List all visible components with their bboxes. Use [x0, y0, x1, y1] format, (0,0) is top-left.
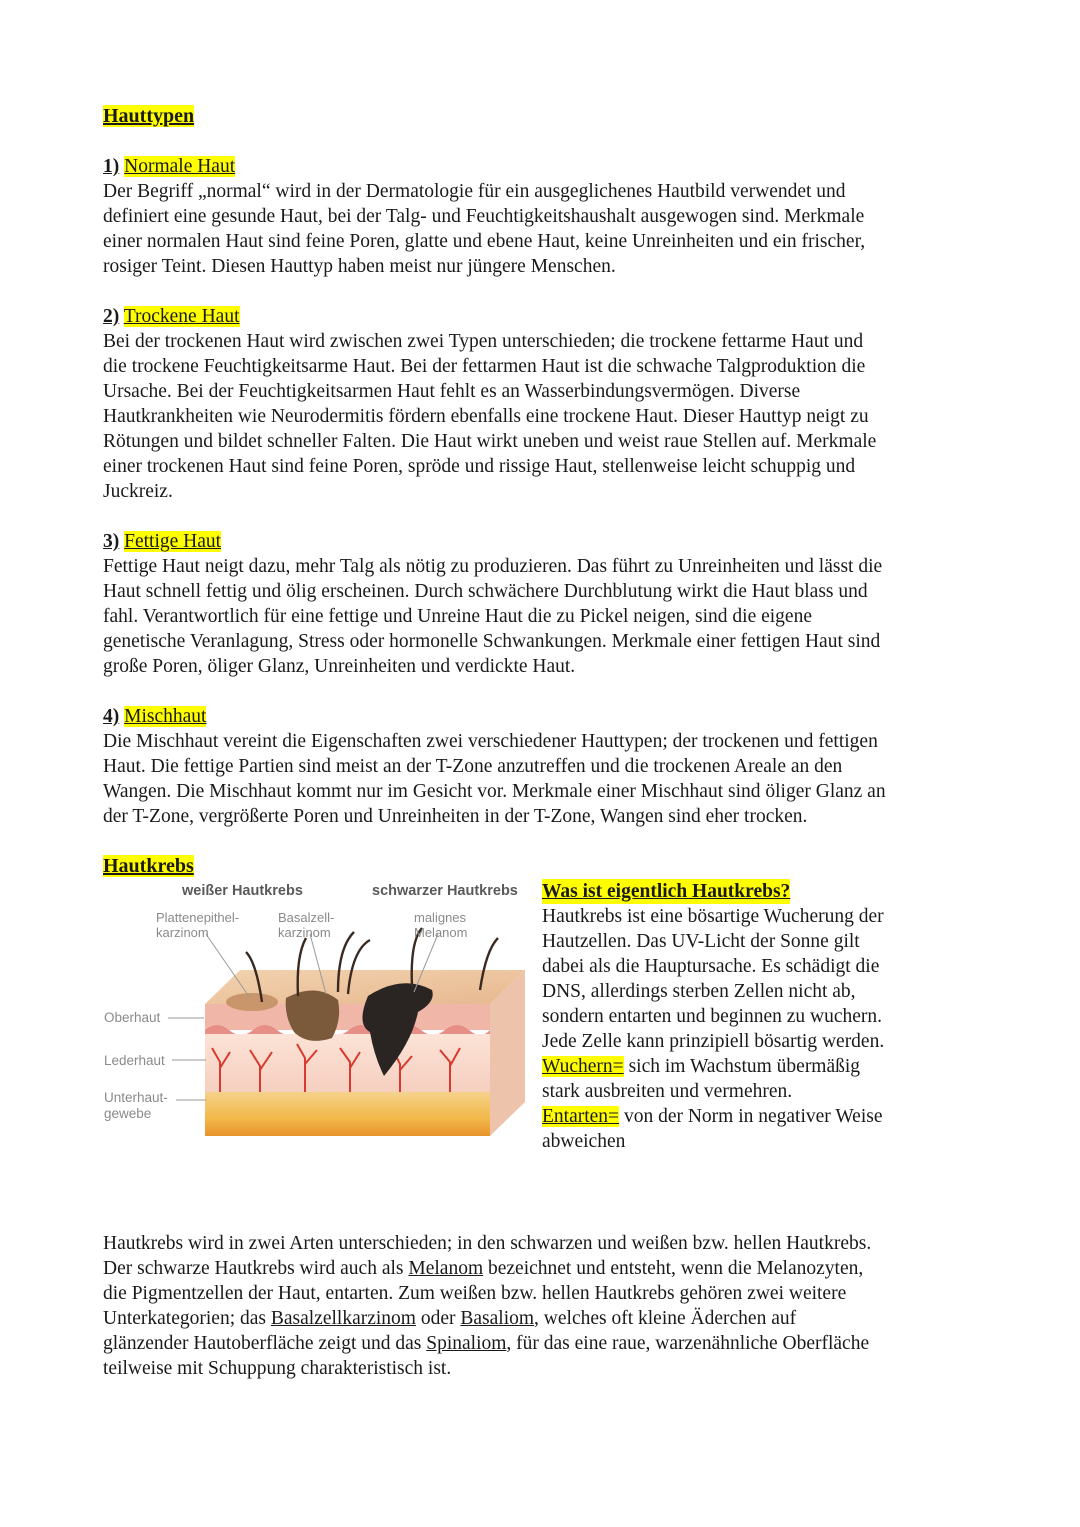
- paragraph-line: Hautzellen. Das UV-Licht der Sonne gilt: [542, 931, 860, 952]
- melanom-label: malignes Melanom: [414, 910, 468, 940]
- section-fettige-haut: [103, 529, 983, 679]
- subcutis-layer: [205, 1092, 490, 1136]
- oberhaut-label: Oberhaut: [104, 1010, 161, 1025]
- dermis-layer: [205, 1034, 490, 1092]
- definition-entarten: Entarten= von der Norm in negativer Weise: [542, 1106, 883, 1127]
- page-title: Hauttypen: [103, 105, 195, 127]
- section-normale-haut: [103, 154, 983, 279]
- paragraph-line: Jede Zelle kann prinzipiell bösartig werden.: [542, 1031, 885, 1052]
- paragraph-line: dabei als die Hauptursache. Es schädigt die: [542, 956, 880, 977]
- schwarzer-hautkrebs-label: schwarzer Hautkrebs: [372, 883, 518, 899]
- term-basaliom: Basaliom: [460, 1308, 535, 1329]
- paragraph-line: Rötungen und bildet schneller Falten. Die Haut wirkt uneben und weist raue Stellen auf. Merkmale: [103, 431, 877, 452]
- section-heading: 4) Mischhaut: [103, 706, 207, 727]
- hautkrebs-title: Hautkrebs: [103, 855, 194, 877]
- paragraph-line: Haut schnell fettig und ölig erscheinen. Durch schwächere Durchblutung wirkt die Haut blass und: [103, 581, 868, 602]
- paragraph-line: Bei der trockenen Haut wird zwischen zwei Typen unterschieden; die trockene fettarme Haut und: [103, 331, 864, 352]
- unterhaut-label: Unterhaut- gewebe: [104, 1090, 168, 1121]
- paragraph-line: definiert eine gesunde Haut, bei der Talg- und Feuchtigkeitshaushalt ausgewogen sind. Merkmale: [103, 206, 865, 227]
- paragraph-line: die trockene Feuchtigkeitsarme Haut. Bei der fettarmen Haut ist die schwache Talgproduktion die: [103, 356, 866, 377]
- paragraph-line: Der schwarze Hautkrebs wird auch als Melanom bezeichnet und entsteht, wenn die Melanozyten,: [103, 1258, 864, 1279]
- sidebox-heading: Was ist eigentlich Hautkrebs?: [542, 881, 791, 902]
- basalzell-label: Basalzell- karzinom: [278, 910, 335, 940]
- paragraph-line: stark ausbreiten und vermehren.: [542, 1081, 793, 1102]
- paragraph-line: Juckreiz.: [103, 481, 173, 502]
- hautkrebs-definition: [542, 879, 962, 1154]
- paragraph-line: Wangen. Die Mischhaut kommt nur im Gesicht vor. Merkmale einer Mischhaut sind öliger Glanz an: [103, 781, 886, 802]
- paragraph-line: Der Begriff „normal“ wird in der Dermatologie für ein ausgeglichenes Hautbild verwendet und: [103, 181, 846, 202]
- paragraph-line: Hautkrankheiten wie Neurodermitis fördern ebenfalls eine trockene Haut. Dieser Hauttyp neigt zu: [103, 406, 869, 427]
- paragraph-line: sondern entarten und beginnen zu wuchern.: [542, 1006, 883, 1027]
- paragraph-line: Fettige Haut neigt dazu, mehr Talg als nötig zu produzieren. Das führt zu Unreinheiten und lässt die: [103, 556, 883, 577]
- section-heading: 2) Trockene Haut: [103, 306, 240, 327]
- section-trockene-haut: [103, 304, 983, 504]
- definition-wuchern: Wuchern= sich im Wachstum übermäßig: [542, 1056, 861, 1077]
- paragraph-line: glänzender Hautoberfläche zeigt und das Spinaliom, für das eine raue, warzenähnliche Oberfläche: [103, 1333, 870, 1354]
- term-melanom: Melanom: [408, 1258, 484, 1279]
- basalzell-lesion: [286, 990, 339, 1040]
- paragraph-line: Haut. Die fettige Partien sind meist an der T-Zone anzutreffen und die trockenen Areale an den: [103, 756, 843, 777]
- paragraph-line: der T-Zone, vergrößerte Poren und Unreinheiten in der T-Zone, Wangen sind eher trocken.: [103, 806, 808, 827]
- term-basalzellkarzinom: Basalzellkarzinom: [270, 1308, 416, 1329]
- paragraph-line: die Pigmentzellen der Haut, entarten. Zum weißen bzw. hellen Hautkrebs gehören zwei weitere: [103, 1283, 847, 1304]
- paragraph-line: DNS, allerdings sterben Zellen nicht ab,: [542, 981, 856, 1002]
- paragraph-line: Hautkrebs ist eine bösartige Wucherung der: [542, 906, 884, 927]
- plattenepithel-lesion: [226, 993, 278, 1011]
- skin-cancer-diagram: [100, 878, 540, 1140]
- paragraph-line: einer normalen Haut sind feine Poren, glatte und ebene Haut, keine Unreinheiten und ein frischer,: [103, 231, 866, 252]
- paragraph-line: Unterkategorien; das Basalzellkarzinom oder Basaliom, welches oft kleine Äderchen auf: [103, 1308, 797, 1329]
- paragraph-line: Ursache. Bei der Feuchtigkeitsarmen Haut fehlt es an Wasserbindungsvermögen. Diverse: [103, 381, 801, 402]
- paragraph-line: Hautkrebs wird in zwei Arten unterschieden; in den schwarzen und weißen bzw. hellen Hautkrebs.: [103, 1233, 872, 1254]
- plattenepithel-label: Plattenepithel- karzinom: [156, 910, 240, 940]
- hautkrebs-arten-paragraph: [103, 1231, 983, 1381]
- paragraph-line: abweichen: [542, 1131, 626, 1152]
- paragraph-line: genetische Veranlagung, Stress oder hormonelle Schwankungen. Merkmale einer fettigen Haut sind: [103, 631, 881, 652]
- section-heading: 3) Fettige Haut: [103, 531, 222, 552]
- lederhaut-label: Lederhaut: [104, 1053, 165, 1068]
- section-heading: 1) Normale Haut: [103, 156, 236, 177]
- paragraph-line: fahl. Verantwortlich für eine fettige und Unreine Haut die zu Pickel neigen, sind die eigene: [103, 606, 812, 627]
- paragraph-line: Die Mischhaut vereint die Eigenschaften zwei verschiedener Hauttypen; der trockenen und fettigen: [103, 731, 878, 752]
- paragraph-line: große Poren, öliger Glanz, Unreinheiten und verdickte Haut.: [103, 656, 576, 677]
- paragraph-line: rosiger Teint. Diesen Hauttyp haben meist nur jüngere Menschen.: [103, 256, 616, 277]
- term-spinaliom: Spinaliom: [426, 1333, 507, 1354]
- paragraph-line: teilweise mit Schuppung charakteristisch ist.: [103, 1358, 452, 1379]
- weisser-hautkrebs-label: weißer Hautkrebs: [182, 883, 303, 899]
- paragraph-line: einer trockenen Haut sind feine Poren, spröde und rissige Haut, stellenweise leicht schuppig und: [103, 456, 856, 477]
- section-mischhaut: [103, 704, 983, 829]
